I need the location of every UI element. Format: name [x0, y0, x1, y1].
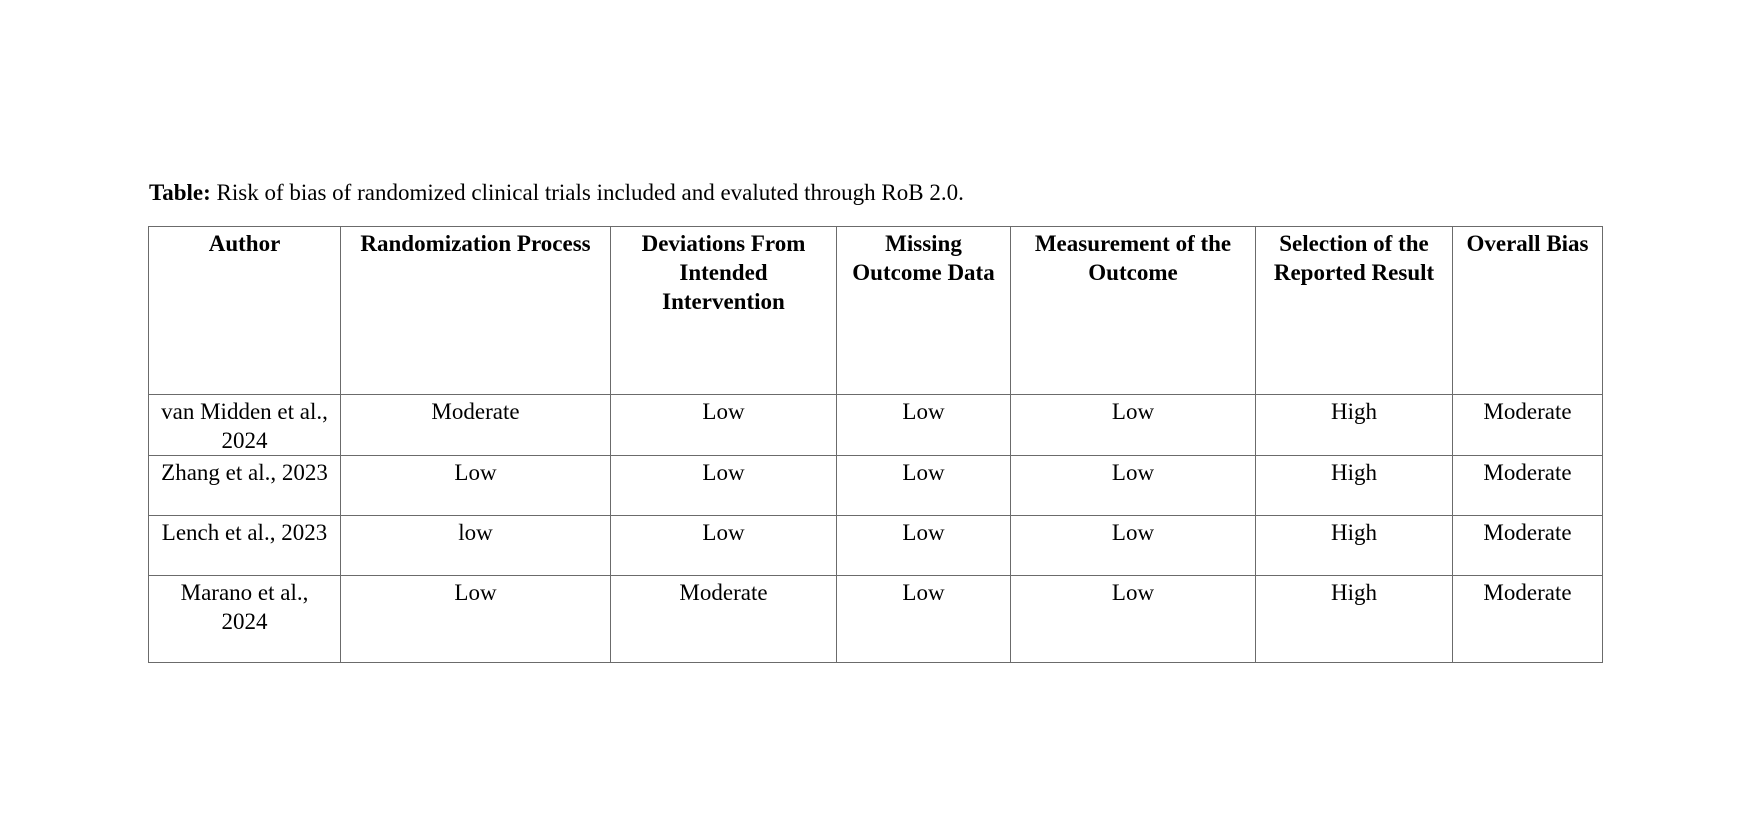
- table-row: [149, 576, 1603, 663]
- cell-measurement-outcome: Low: [1011, 516, 1256, 576]
- header-selection-of-reported-result: Selection of the Reported Result: [1256, 227, 1453, 395]
- caption-text: Risk of bias of randomized clinical trials included and evaluted through RoB 2.0.: [210, 180, 964, 205]
- cell-author: Lench et al., 2023: [149, 516, 341, 576]
- table-row: [149, 395, 1603, 456]
- cell-missing-outcome-data: Low: [837, 576, 1011, 663]
- header-missing-outcome-data: Missing Outcome Data: [837, 227, 1011, 395]
- cell-measurement-outcome: Low: [1011, 576, 1256, 663]
- cell-deviations: Low: [611, 395, 837, 456]
- caption-label: Table:: [149, 180, 211, 205]
- cell-missing-outcome-data: Low: [837, 395, 1011, 456]
- cell-randomization-process: low: [341, 516, 611, 576]
- cell-selection-reported-result: High: [1256, 576, 1453, 663]
- cell-missing-outcome-data: Low: [837, 456, 1011, 516]
- cell-measurement-outcome: Low: [1011, 395, 1256, 456]
- header-measurement-of-the-outcome: Measurement of the Outcome: [1011, 227, 1256, 395]
- cell-selection-reported-result: High: [1256, 395, 1453, 456]
- cell-overall-bias: Moderate: [1453, 576, 1603, 663]
- cell-deviations: Low: [611, 516, 837, 576]
- cell-author: Marano et al., 2024: [149, 576, 341, 663]
- cell-overall-bias: Moderate: [1453, 456, 1603, 516]
- cell-missing-outcome-data: Low: [837, 516, 1011, 576]
- risk-of-bias-table: [148, 226, 1603, 663]
- header-randomization-process: Randomization Process: [341, 227, 611, 395]
- cell-randomization-process: Moderate: [341, 395, 611, 456]
- table-row: [149, 516, 1603, 576]
- cell-selection-reported-result: High: [1256, 456, 1453, 516]
- cell-randomization-process: Low: [341, 576, 611, 663]
- header-row: [149, 227, 1603, 395]
- table-row: [149, 456, 1603, 516]
- cell-measurement-outcome: Low: [1011, 456, 1256, 516]
- cell-overall-bias: Moderate: [1453, 395, 1603, 456]
- table-caption: [149, 178, 964, 208]
- cell-deviations: Low: [611, 456, 837, 516]
- cell-selection-reported-result: High: [1256, 516, 1453, 576]
- header-author: Author: [149, 227, 341, 395]
- header-deviations-from-intended-intervention: Deviations From Intended Intervention: [611, 227, 837, 395]
- cell-author: van Midden et al., 2024: [149, 395, 341, 456]
- cell-deviations: Moderate: [611, 576, 837, 663]
- cell-author: Zhang et al., 2023: [149, 456, 341, 516]
- cell-overall-bias: Moderate: [1453, 516, 1603, 576]
- cell-randomization-process: Low: [341, 456, 611, 516]
- header-overall-bias: Overall Bias: [1453, 227, 1603, 395]
